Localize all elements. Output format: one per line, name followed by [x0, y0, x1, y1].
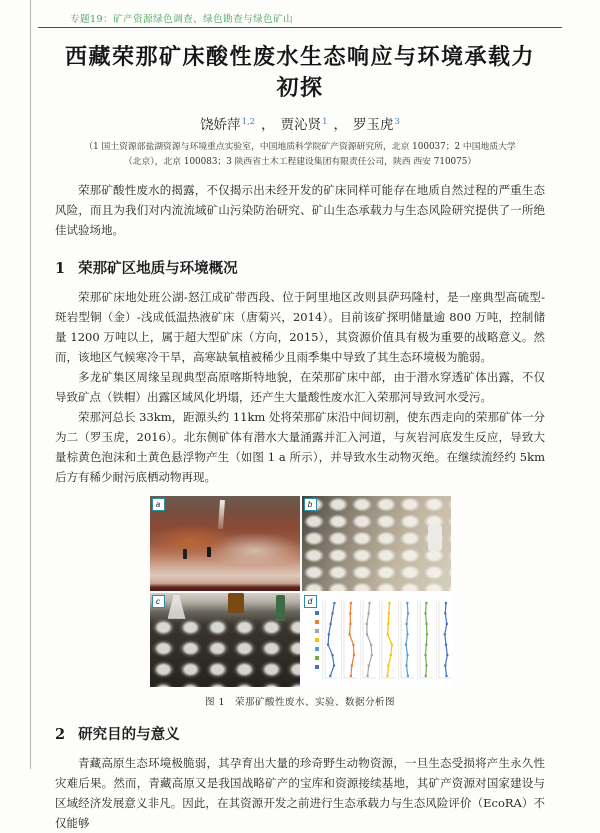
- profile-chart-profile-6: [417, 599, 434, 681]
- profile-chart-profile-5: [398, 599, 415, 681]
- acid-water-stream: [218, 500, 225, 529]
- profile-chart-profile-1: [322, 599, 339, 681]
- panel-label-c: c: [152, 595, 165, 608]
- profile-chart-profile-2: [341, 599, 358, 681]
- page-content: [55, 30, 545, 833]
- special-issue-header: 专题19：矿产资源绿色调查、绿色勘查与绿色矿山: [70, 14, 294, 25]
- affiliation-line-1: （1 国土资源部盐湖资源与环境重点实验室，中国地质科学院矿产资源研究所，北京 100037；2 中国地质大学: [84, 142, 516, 152]
- author-line: [55, 113, 545, 133]
- affiliation-line-2: （北京），北京 100083；3 陕西省土木工程建设集团有限责任公司，陕西 西安 710075）: [123, 156, 477, 167]
- section-1-paragraph-3: 荣那河总长 33km，距源头约 11km 处将荣那矿床沿中间切割，使东西走向的荣那矿体一分为二（罗玉虎，2016）。北东侧矿体有潜水大量涌露并汇入河道，与灰岩河底发生反应，导致大量棕黄色泡沫和土黄色悬浮物产生（如图 1 a 所示），并导致水生动物灭绝。在继续流经约 5km 后方有稀少耐污底栖动物再现。: [55, 410, 545, 484]
- person-silhouette: [207, 547, 211, 557]
- profile-chart-profile-7: [436, 599, 451, 681]
- sample-jug: [428, 525, 442, 551]
- profile-chart-profile-3: [360, 599, 377, 681]
- section-1-title: 荣那矿区地质与环境概况: [78, 260, 238, 277]
- affiliations: [55, 140, 545, 169]
- author-separator: ，: [333, 117, 348, 133]
- section-2-heading: [55, 723, 545, 744]
- profile-chart-profile-4: [379, 599, 396, 681]
- section-2-title: 研究目的与意义: [78, 726, 180, 743]
- figure-1-grid: [150, 496, 451, 687]
- header-divider: [38, 27, 562, 28]
- author-2: 贾沁贤$^1$: [280, 116, 328, 133]
- section-2-paragraph-1: 青藏高原生态环境极脆弱，其孕育出大量的珍奇野生动物资源，一旦生态受损将产生永久性灾难后果。然而，青藏高原又是我国战略矿产的宝库和资源接续基地，其矿产资源对国家建设与区域经济发展意义非凡。因此，在其资源开发之前进行生态承载力与生态风险评价（EcoRA）不仅能够: [55, 756, 545, 830]
- figure-panel-c-sample-cups-photo: [150, 593, 300, 687]
- legend-swatch-profile-1: [315, 611, 319, 615]
- section-2-number: 2: [55, 726, 66, 743]
- panel-label-d: d: [304, 595, 317, 608]
- lab-flask: [168, 595, 186, 619]
- page-title: 西藏荣那矿床酸性废水生态响应与环境承载力初探: [64, 44, 535, 101]
- section-1-number: 1: [55, 260, 66, 277]
- figure-1: [150, 496, 451, 708]
- author-3-affil-sup: 3: [394, 116, 400, 127]
- section-1-paragraph-1: 荣那矿床地处班公湖-怒江成矿带西段、位于阿里地区改则县萨玛隆村，是一座典型高硫型-斑岩型铜（金）-浅成低温热液矿床（唐菊兴，2014）。目前该矿探明储量逾 800 万吨，控制储量 1200 万吨以上，属于超大型矿床（方向，2015），其资源价值具有极为重要的战略意义。然而，该地区气候寒冷干旱，高寒缺氧植被稀少且雨季集中导致了其生态环境极为脆弱。: [55, 290, 545, 364]
- figure-panel-a-field-photo: [150, 496, 300, 591]
- author-1-affil-sup: 1,2: [241, 116, 256, 127]
- abstract-paragraph: 荣那矿酸性废水的揭露，不仅揭示出未经开发的矿床同样可能存在地质自然过程的严重生态风险，而且为我们对内流流域矿山污染防治研究、矿山生态承载力与生态风险研究提供了一所绝佳试验场地。: [55, 183, 545, 237]
- figure-panel-b-sample-bags-photo: [302, 496, 451, 591]
- profile-chart-strip: [322, 599, 451, 681]
- legend-swatch-profile-7: [315, 665, 319, 669]
- figure-panel-d-profile-charts: [302, 593, 451, 687]
- legend-swatch-profile-5: [315, 647, 319, 651]
- legend-swatch-profile-3: [315, 629, 319, 633]
- figure-1-caption: 图 1 荣那矿酸性废水、实验、数据分析图: [204, 697, 396, 708]
- panel-label-b: b: [304, 498, 317, 511]
- author-2-affil-sup: 1: [322, 116, 328, 127]
- panel-label-a: a: [152, 498, 165, 511]
- section-1-paragraph-2: 多龙矿集区周缘呈现典型高原喀斯特地貌，在荣那矿床中部，由于潜水穿透矿体出露，不仅导致矿点（铁帽）出露区域风化坍塌，还产生大量酸性废水汇入荣那河导致河水受污。: [55, 370, 545, 404]
- sample-cup-array: [150, 617, 300, 687]
- legend-swatch-profile-2: [315, 620, 319, 624]
- legend-swatch-profile-6: [315, 656, 319, 660]
- section-1-heading: [55, 257, 545, 278]
- author-separator: ，: [261, 117, 275, 133]
- chart-legend: [315, 611, 319, 669]
- author-3: 罗玉虎$^3$: [353, 116, 400, 133]
- page-edge-line: [30, 0, 31, 769]
- legend-swatch-profile-4: [315, 638, 319, 642]
- author-1: 饶娇萍$^{1,2}$: [200, 116, 256, 133]
- ochre-scree-slope: [150, 526, 300, 564]
- person-silhouette: [183, 549, 187, 559]
- amber-bottle: [228, 593, 244, 613]
